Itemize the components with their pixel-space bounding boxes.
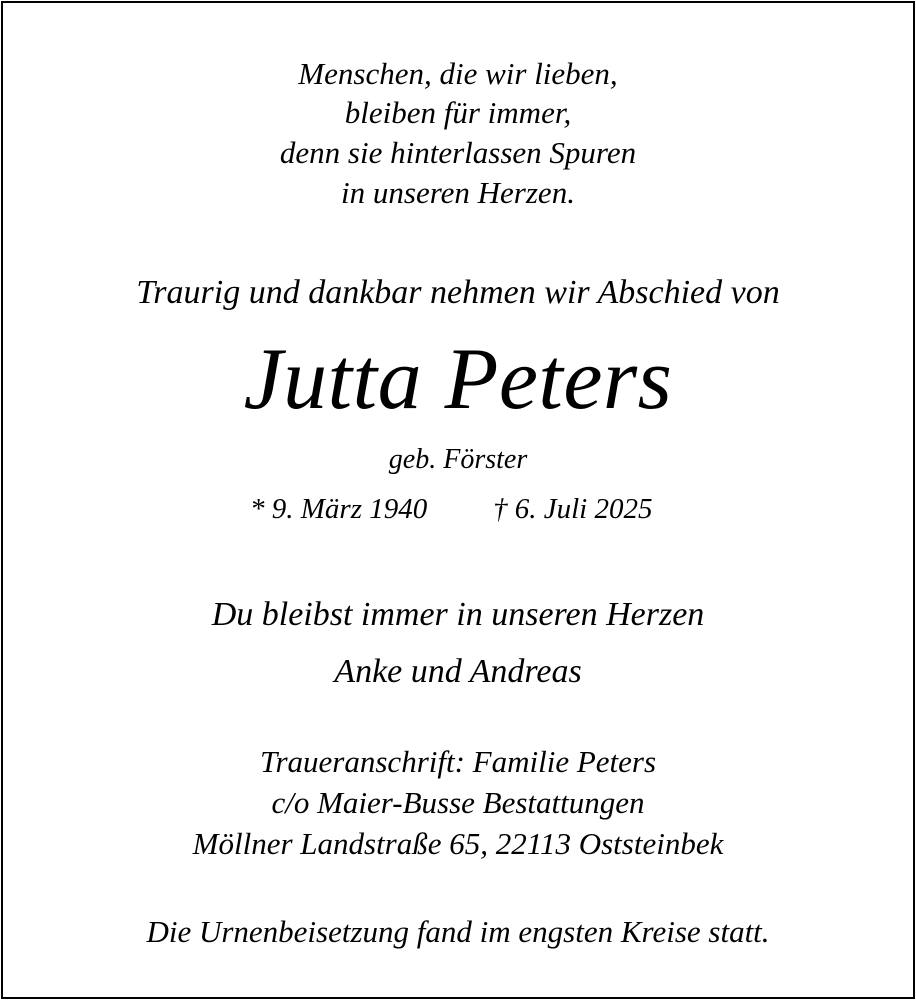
burial-note: Die Urnenbeisetzung fand im engsten Kreise statt. [146, 914, 770, 949]
death-date: † 6. Juli 2025 [493, 493, 653, 525]
poem-line-4: in unseren Herzen. [341, 175, 575, 210]
poem-line-3: denn sie hinterlassen Spuren [279, 135, 637, 170]
maiden-name: geb. Förster [388, 444, 528, 475]
address-line-1: Traueranschrift: Familie Peters [259, 744, 657, 779]
farewell-intro: Traurig und dankbar nehmen wir Abschied von [136, 274, 780, 311]
poem-line-2: bleiben für immer, [344, 95, 572, 130]
mourners-names: Anke und Andreas [334, 653, 582, 690]
address-line-2: c/o Maier-Busse Bestattungen [271, 785, 645, 820]
birth-date: * 9. März 1940 [250, 493, 428, 525]
deceased-name: Jutta Peters [243, 331, 673, 428]
address-line-3: Möllner Landstraße 65, 22113 Oststeinbek [192, 826, 724, 861]
poem-line-1: Menschen, die wir lieben, [298, 56, 618, 91]
farewell-message: Du bleibst immer in unseren Herzen [211, 596, 705, 633]
